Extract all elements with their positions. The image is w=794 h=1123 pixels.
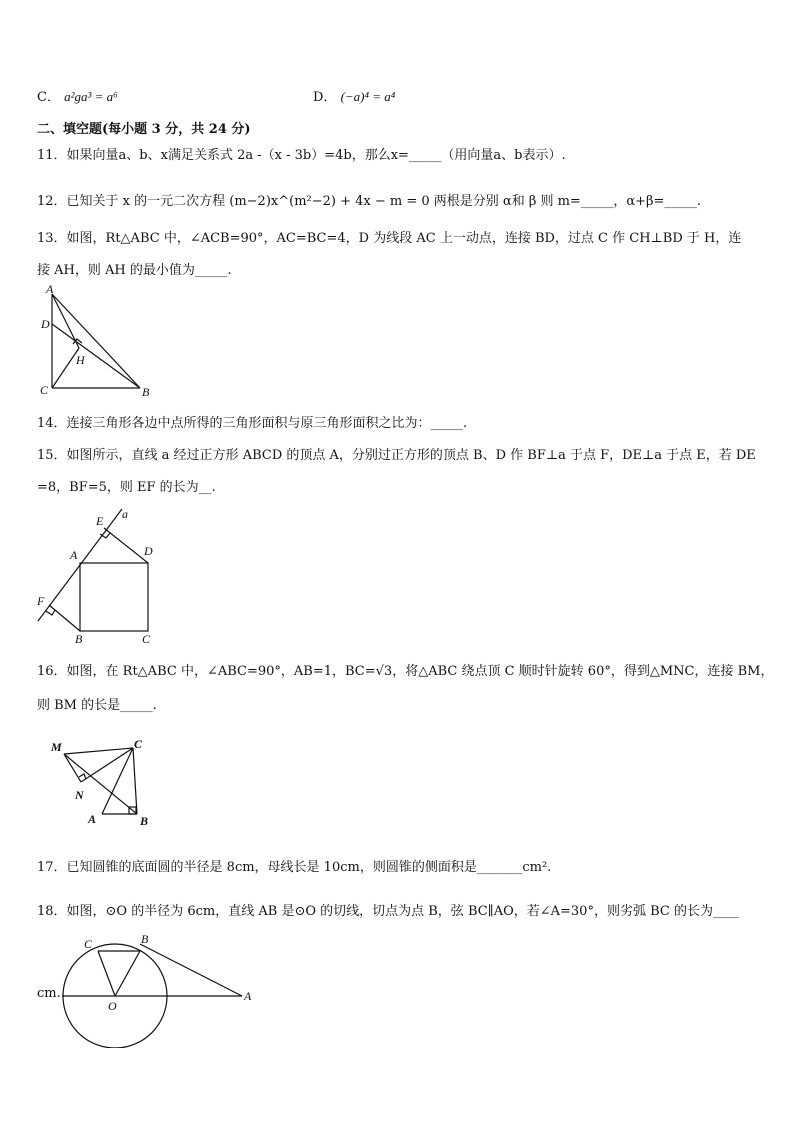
option-c-label: C． — [37, 90, 60, 105]
question-17: 17．已知圆锥的底面圆的半径是 8cm，母线长是 10cm，则圆锥的侧面积是_______cm². — [37, 860, 552, 875]
question-16-line-2: 则 BM 的长是_____. — [37, 698, 157, 713]
tangent-ab — [140, 944, 242, 996]
radius-ob — [115, 951, 140, 996]
segment-mn — [64, 754, 81, 782]
option-d-label: D． — [313, 90, 337, 105]
label-h: H — [76, 353, 85, 367]
label-n: N — [75, 788, 84, 802]
right-angle-mark-f — [46, 610, 55, 615]
label-a: A — [46, 284, 54, 296]
label-d: D — [144, 544, 153, 558]
option-d-expression: (−a)⁴ = a⁴ — [340, 89, 396, 104]
label-a: A — [244, 989, 252, 1003]
label-line-a: a — [122, 507, 128, 521]
segment-de — [104, 528, 148, 563]
square-abcd — [80, 563, 148, 631]
label-o: O — [108, 999, 117, 1013]
label-a: A — [88, 812, 97, 826]
label-m: M — [51, 740, 62, 754]
label-b: B — [75, 632, 83, 646]
label-f: F — [37, 594, 45, 608]
question-12: 12．已知关于 x 的一元二次方程 (m−2)x^(m²−2) + 4x − m = 0 两根是分别 α和 β 则 m=_____，α+β=_____. — [37, 194, 702, 209]
label-d: D — [41, 317, 50, 331]
label-c: C — [40, 383, 49, 397]
label-b: B — [141, 932, 149, 946]
segment-ch — [52, 348, 79, 388]
label-b: B — [142, 385, 150, 398]
question-15-line-1: 15．如图所示，直线 a 经过正方形 ABCD 的顶点 A，分别过正方形的顶点 B、D 作 BF⊥a 于点 F，DE⊥a 于点 E，若 DE — [37, 448, 756, 463]
question-13-line-2: 接 AH，则 AH 的最小值为_____. — [37, 263, 232, 278]
right-angle-mark-n — [79, 774, 86, 779]
option-c-expression: a²ga³ = a⁶ — [64, 89, 118, 104]
question-11: 11．如果向量a、b、x满足关系式 2a -（x - 3b）=4b，那么x=_____（用向量a、b表示）. — [37, 148, 566, 163]
segment-bd — [52, 324, 140, 388]
question-15-line-2: =8，BF=5，则 EF 的长为__. — [37, 480, 216, 495]
figure-15 — [30, 505, 170, 647]
segment-mc — [64, 748, 133, 754]
question-13-line-1: 13．如图，Rt△ABC 中，∠ACB=90°，AC=BC=4，D 为线段 AC 上一动点，连接 BD，过点 C 作 CH⊥BD 于 H，连 — [37, 231, 742, 246]
label-c: C — [84, 937, 93, 951]
section-heading: 二、填空题(每小题 3 分，共 24 分) — [37, 122, 251, 137]
label-a: A — [70, 548, 78, 562]
question-18-tail: cm. — [37, 986, 61, 1001]
option-d — [313, 88, 395, 107]
figure-16 — [45, 733, 160, 831]
label-c: C — [142, 632, 151, 646]
label-b: B — [140, 814, 149, 828]
segment-ah — [52, 294, 79, 348]
question-14: 14．连接三角形各边中点所得的三角形面积与原三角形面积之比为：_____. — [37, 416, 468, 431]
segment-cb — [133, 748, 137, 814]
radius-oc — [98, 951, 115, 996]
segment-ab — [52, 294, 140, 388]
label-e: E — [96, 514, 104, 528]
figure-13 — [32, 284, 157, 398]
question-18-line-1: 18．如图，⊙O 的半径为 6cm，直线 AB 是⊙O 的切线，切点为点 B，弦 BC∥AO，若∠A=30°，则劣弧 BC 的长为____ — [37, 904, 739, 919]
figure-18 — [62, 928, 262, 1048]
question-16-line-1: 16．如图，在 Rt△ABC 中，∠ABC=90°，AB=1，BC=√3，将△ABC 绕点顶 C 顺时针旋转 60°，得到△MNC，连接 BM， — [37, 664, 774, 679]
segment-bf — [49, 605, 80, 631]
label-c: C — [134, 737, 143, 751]
option-c — [37, 88, 118, 107]
